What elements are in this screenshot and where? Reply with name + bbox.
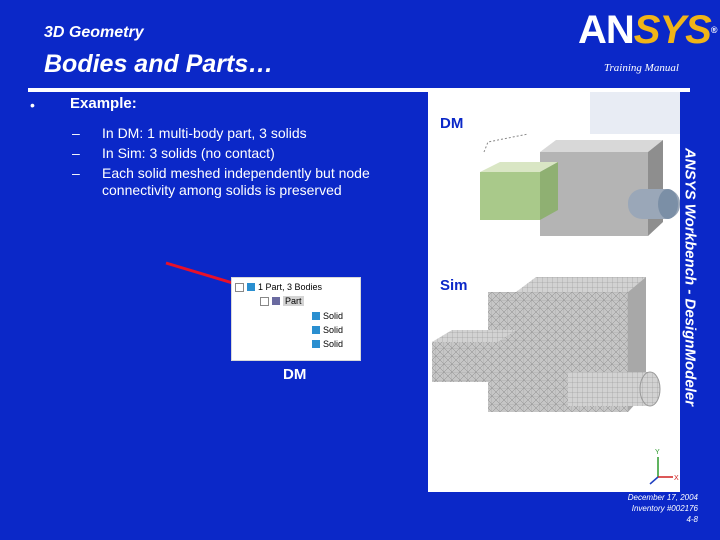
list-item: – In Sim: 3 solids (no contact)	[72, 145, 275, 161]
tree-row-solid[interactable]: Solid	[312, 339, 343, 349]
dm-label: DM	[440, 115, 464, 132]
multibody-icon	[272, 297, 280, 305]
bullet-marker: •	[30, 97, 35, 113]
solid-icon	[312, 326, 320, 334]
page-title: Bodies and Parts…	[44, 50, 274, 78]
footer-date: December 17, 2004	[627, 493, 698, 502]
training-manual-label: Training Manual	[604, 62, 679, 74]
tree-row-solid[interactable]: Solid	[312, 325, 343, 335]
footer	[580, 492, 698, 525]
sim-label: Sim	[440, 277, 468, 294]
tree-row-part[interactable]: Part	[260, 296, 304, 306]
ansys-logo: ANSYS®	[578, 8, 717, 52]
sidebar-label: ANSYS Workbench - DesignModeler	[681, 147, 699, 407]
list-item: – In DM: 1 multi-body part, 3 solids	[72, 125, 307, 141]
tree-row-part-bodies[interactable]: 1 Part, 3 Bodies	[235, 282, 322, 292]
footer-inventory: Inventory #002176	[631, 504, 698, 513]
example-list	[72, 125, 392, 202]
expand-box-icon	[235, 283, 244, 292]
tree-row-solid[interactable]: Solid	[312, 311, 343, 321]
solid-icon	[312, 312, 320, 320]
axis-triad	[650, 449, 679, 484]
sim-geometry	[432, 277, 660, 412]
example-heading: Example:	[70, 95, 137, 112]
section-title: 3D Geometry	[44, 24, 144, 41]
model-tree	[231, 277, 361, 361]
axis-y-label: Y	[655, 449, 660, 456]
geometry-illustration	[428, 92, 680, 492]
dm-caption: DM	[283, 366, 307, 383]
footer-page: 4-8	[686, 515, 698, 524]
viewport-toolbar	[590, 92, 680, 134]
axis-x-label: X	[674, 475, 679, 482]
solid-icon	[312, 340, 320, 348]
part-icon	[247, 283, 255, 291]
dm-geometry	[480, 134, 680, 236]
list-item: – Each solid meshed independently but node connectivity among solids is preserved	[72, 165, 370, 198]
expand-box-icon	[260, 297, 269, 306]
geometry-panel	[428, 92, 680, 492]
